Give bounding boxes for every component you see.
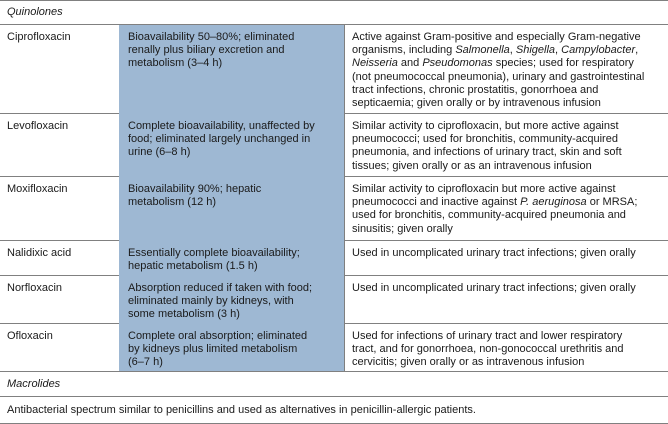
uses-text: sinusitis; given orally — [352, 222, 453, 235]
uses-text: Similar activity to ciprofloxacin but more active against — [352, 183, 616, 195]
column-divider — [344, 25, 345, 371]
uses-text: species; used for respiratory — [492, 57, 634, 70]
uses-line — [352, 209, 637, 222]
uses-cell — [352, 330, 624, 370]
rule — [0, 371, 668, 372]
uses-line — [352, 133, 622, 146]
uses-text: tract infections, chronic prostatitis, gonorrhoea and — [352, 83, 599, 96]
kinetics-line: some metabolism (3 h) — [128, 308, 240, 321]
section-title-macrolides: Macrolides — [7, 378, 61, 390]
section-title-quinolones: Quinolones — [7, 6, 63, 18]
section-note: Antibacterial spectrum similar to penicillins and used as alternatives in penicillin-allergic patients. — [7, 404, 476, 416]
uses-line — [352, 160, 622, 173]
drug-name: Ciprofloxacin — [7, 31, 71, 43]
uses-cell — [352, 282, 636, 295]
uses-cell — [352, 183, 637, 236]
kinetics-line: Absorption reduced if taken with food; — [128, 282, 313, 294]
kinetics-line: Complete bioavailability, unaffected by — [128, 120, 315, 132]
uses-text: or MRSA; — [586, 196, 638, 209]
uses-text: tract, and for gonorrhoea, non-gonococcal urethritis and — [352, 343, 624, 356]
uses-text: Used in uncomplicated urinary tract infections; given orally — [352, 282, 636, 294]
kinetics-cell — [128, 183, 261, 209]
kinetics-cell — [128, 330, 307, 370]
uses-line — [352, 31, 644, 44]
kinetics-line: Bioavailability 50–80%; eliminated — [128, 31, 295, 43]
kinetics-line: urine (6–8 h) — [128, 146, 191, 159]
kinetics-line: metabolism (3–4 h) — [128, 57, 223, 70]
kinetics-line: (6–7 h) — [128, 356, 163, 369]
organism-name: Pseudomonas — [422, 57, 493, 70]
kinetics-line: food; eliminated largely unchanged in — [128, 133, 311, 146]
kinetics-line: metabolism (12 h) — [128, 196, 217, 209]
drug-name: Nalidixic acid — [7, 247, 72, 259]
uses-text: , — [509, 44, 516, 57]
uses-text: and — [397, 57, 423, 70]
uses-text: pneumococci; used for bronchitis, community-acquired — [352, 133, 618, 146]
organism-name: P. aeruginosa — [520, 196, 587, 209]
uses-text: (not pneumococcal pneumonia), urinary and gastrointestinal — [352, 70, 645, 83]
uses-line — [352, 84, 644, 97]
uses-line — [352, 196, 637, 209]
uses-text: septicaemia; given orally or by intravenous infusion — [352, 97, 601, 110]
uses-text: , — [635, 44, 639, 57]
kinetics-line: eliminated mainly by kidneys, with — [128, 295, 294, 308]
uses-text: , — [555, 44, 562, 57]
kinetics-cell — [128, 247, 300, 273]
uses-line — [352, 282, 636, 295]
uses-text: Active against Gram-positive and especially Gram-negative — [352, 31, 641, 43]
kinetics-line: by kidneys plus limited metabolism — [128, 343, 298, 356]
uses-line — [352, 356, 624, 369]
kinetics-line: hepatic metabolism (1.5 h) — [128, 260, 258, 273]
kinetics-line: Essentially complete bioavailability; — [128, 247, 300, 259]
uses-text: Used in uncomplicated urinary tract infections; given orally — [352, 247, 636, 259]
rule — [0, 396, 668, 397]
uses-line — [352, 223, 637, 236]
organism-name: Salmonella — [455, 44, 510, 57]
kinetics-cell — [128, 120, 315, 160]
uses-cell — [352, 31, 644, 110]
uses-line — [352, 247, 636, 260]
kinetics-line: Bioavailability 90%; hepatic — [128, 183, 262, 195]
rule — [0, 0, 668, 1]
uses-text: tissues; given orally or as an intravenous infusion — [352, 159, 592, 172]
uses-line — [352, 97, 644, 110]
organism-name: Neisseria — [352, 57, 398, 70]
drug-name: Norfloxacin — [7, 282, 63, 294]
organism-name: Campylobacter — [561, 44, 636, 57]
organism-name: Shigella — [515, 44, 556, 57]
uses-line — [352, 44, 644, 57]
uses-line — [352, 183, 637, 196]
uses-line — [352, 343, 624, 356]
uses-line — [352, 146, 622, 159]
kinetics-cell — [128, 31, 294, 71]
uses-text: used for bronchitis, community-acquired pneumonia and — [352, 209, 626, 222]
uses-line — [352, 57, 644, 70]
uses-cell — [352, 120, 622, 173]
drug-name: Levofloxacin — [7, 120, 69, 132]
uses-line — [352, 120, 622, 133]
uses-text: pneumonia, and infections of urinary tract, skin and soft — [352, 146, 622, 159]
uses-text: Similar activity to ciprofloxacin, but more active against — [352, 120, 619, 132]
uses-text: pneumococci and inactive against — [352, 196, 521, 209]
uses-text: cervicitis; given orally or as intravenous infusion — [352, 356, 585, 369]
kinetics-line: renally plus biliary excretion and — [128, 44, 285, 57]
kinetics-cell — [128, 282, 312, 322]
uses-text: Used for infections of urinary tract and lower respiratory — [352, 330, 623, 342]
drug-name: Moxifloxacin — [7, 183, 68, 195]
uses-line — [352, 71, 644, 84]
uses-line — [352, 330, 624, 343]
kinetics-line: Complete oral absorption; eliminated — [128, 330, 308, 342]
drug-name: Ofloxacin — [7, 330, 53, 342]
uses-cell — [352, 247, 636, 260]
uses-text: organisms, including — [352, 44, 456, 57]
